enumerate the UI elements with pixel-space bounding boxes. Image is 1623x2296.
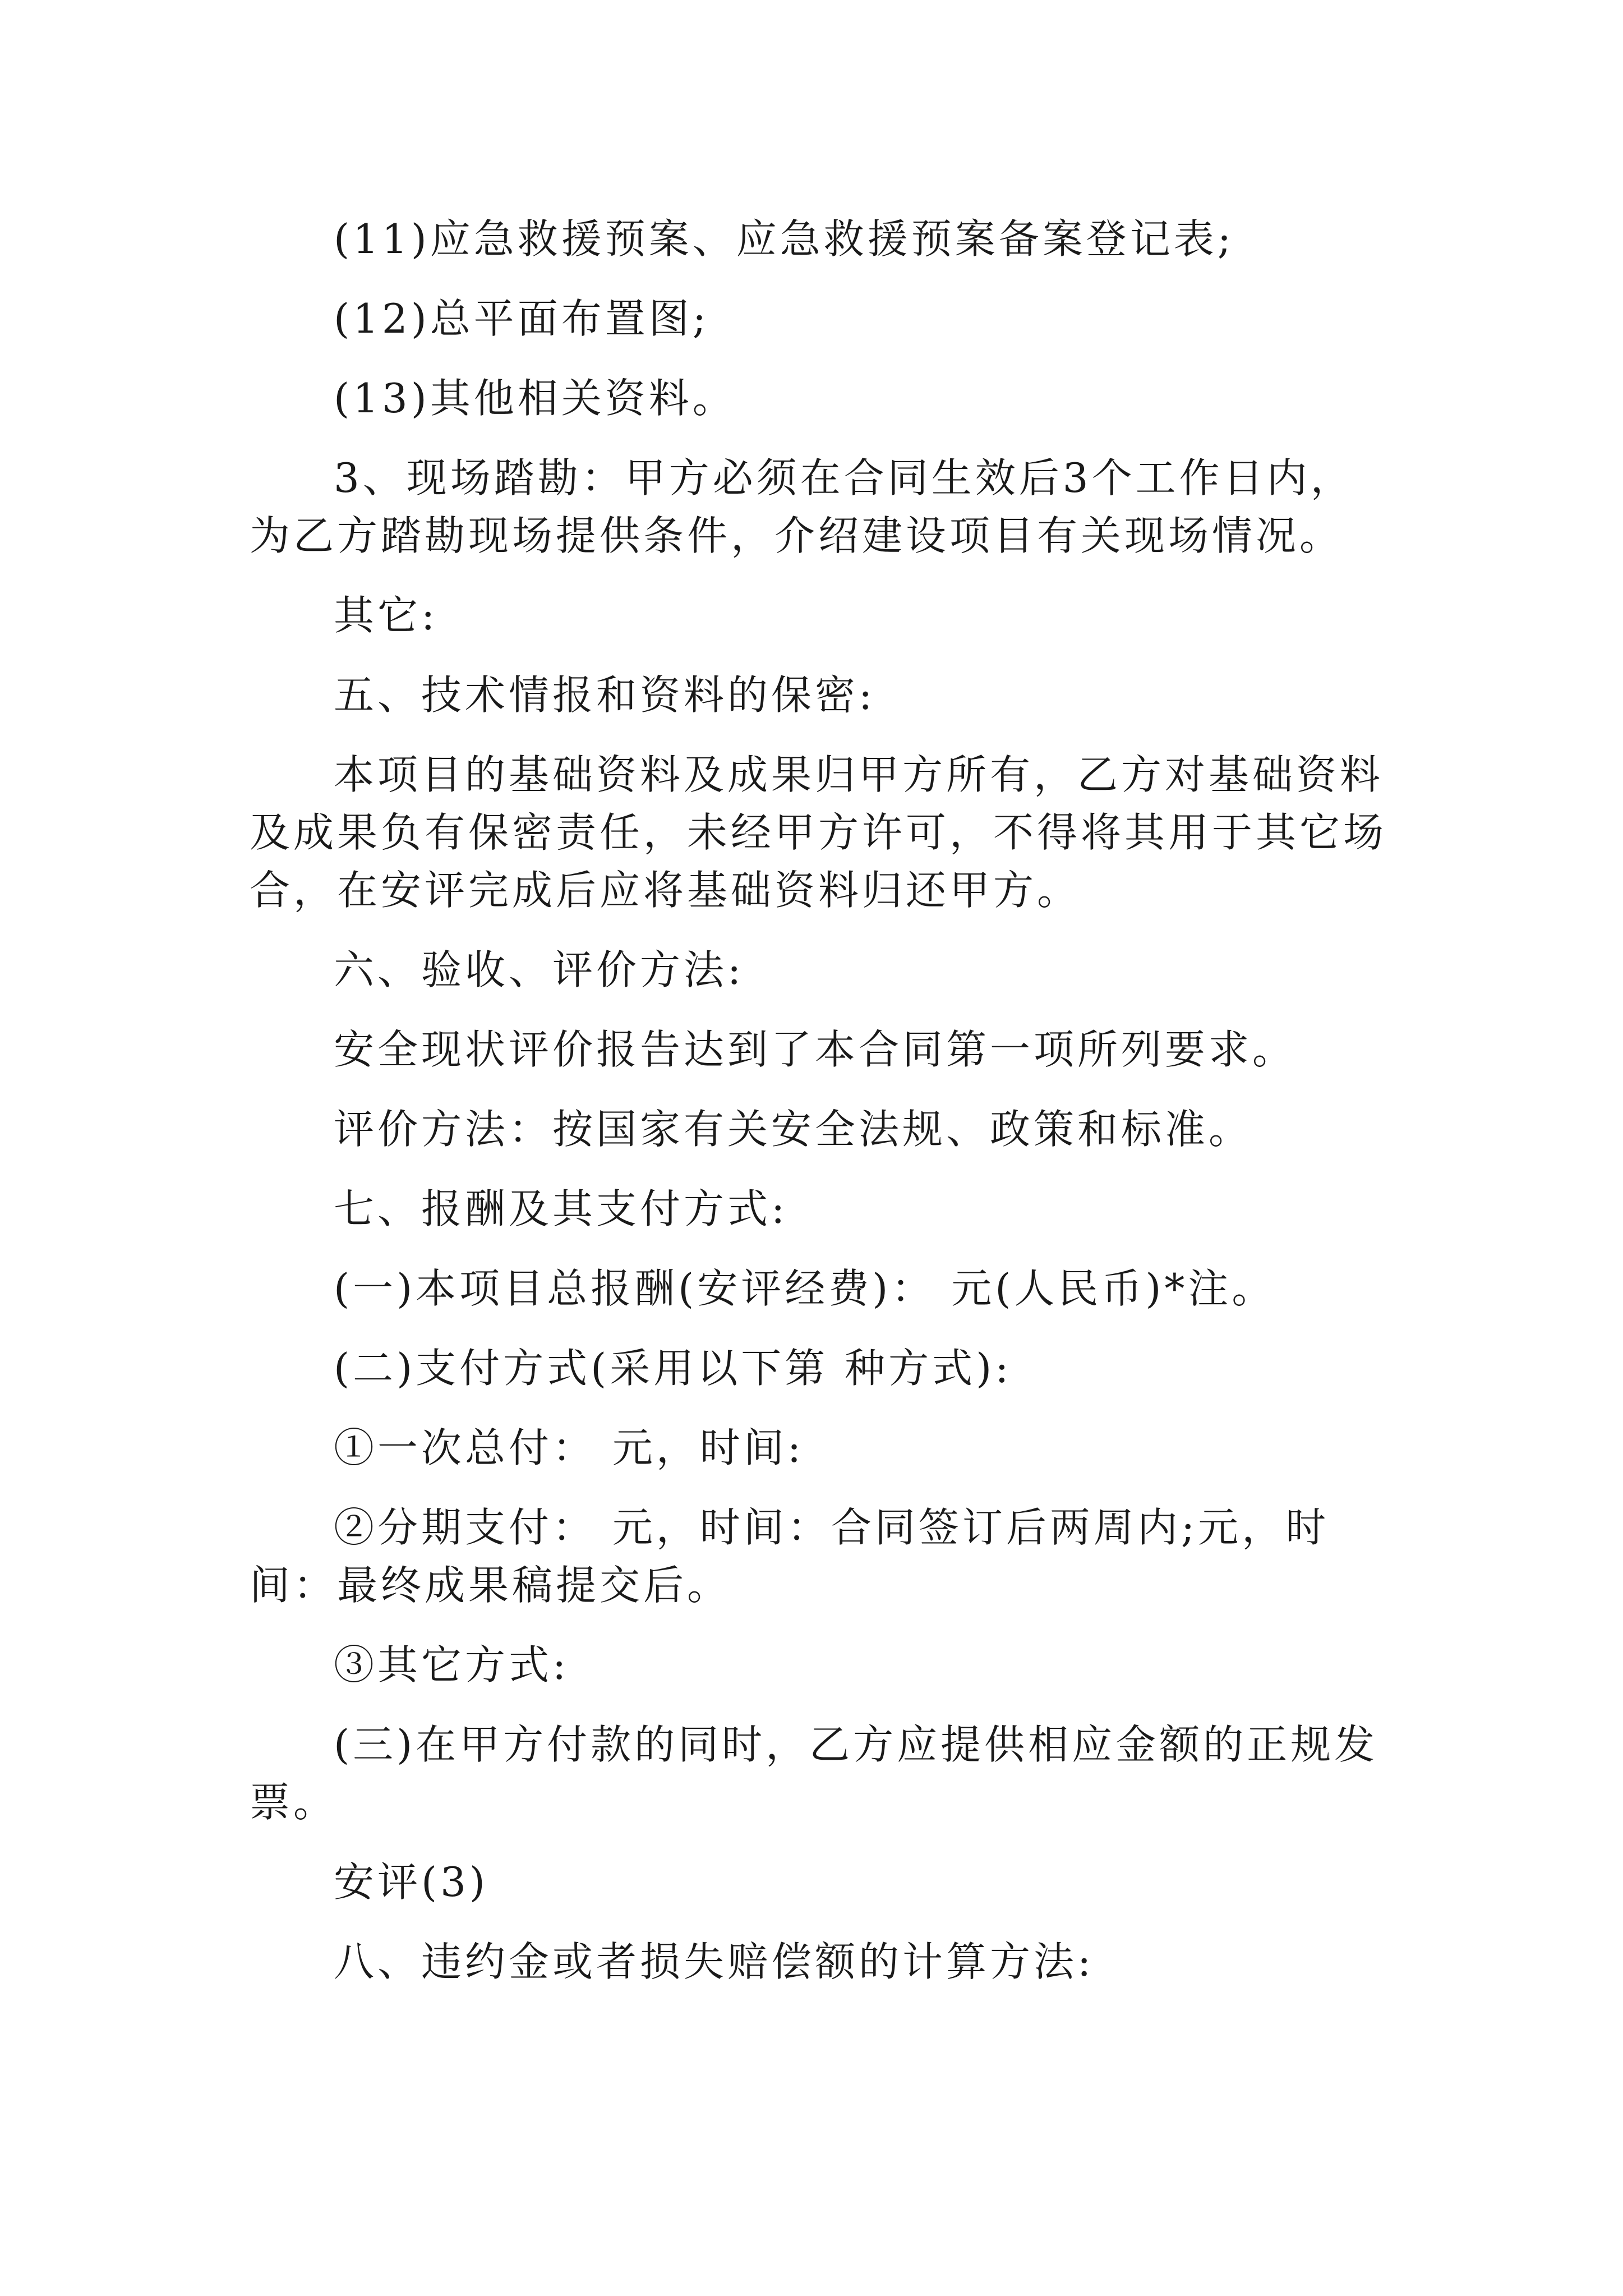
paragraph-evaluation-method: 评价方法：按国家有关安全法规、政策和标准。: [334, 1106, 1253, 1153]
paragraph-invoice: (三)在甲方付款的同时，乙方应提供相应金额的正规发票。: [250, 1721, 1378, 1826]
paragraph-lump-sum: ①一次总付： 元，时间:: [334, 1424, 805, 1471]
section-heading-penalty: 八、违约金或者损失赔偿额的计算方法:: [334, 1938, 1095, 1985]
paragraph-other-method: ③其它方式:: [334, 1641, 570, 1688]
paragraph-payment-method: (二)支付方式(采用以下第 种方式):: [334, 1345, 1012, 1392]
section-heading-acceptance: 六、验收、评价方法:: [334, 946, 745, 993]
document-page: [250, 210, 1388, 2013]
paragraph-acceptance: 安全现状评价报告达到了本合同第一项所列要求。: [334, 1026, 1297, 1073]
paragraph-installment: ②分期支付： 元，时间：合同签订后两周内;元，时间：最终成果稿提交后。: [250, 1504, 1330, 1609]
paragraph-item-13: (13)其他相关资料。: [334, 375, 736, 422]
paragraph-item-11: (11)应急救援预案、应急救援预案备案登记表;: [334, 215, 1235, 263]
paragraph-safety-eval-3: 安评(3): [334, 1858, 488, 1906]
section-heading-payment: 七、报酬及其支付方式:: [334, 1185, 789, 1232]
section-heading-confidentiality: 五、技术情报和资料的保密:: [334, 671, 876, 719]
paragraph-item-12: (12)总平面布置图;: [334, 295, 710, 342]
paragraph-confidentiality: 本项目的基础资料及成果归甲方所有，乙方对基础资料及成果负有保密责任，未经甲方许可，不得将其用于其它场合，在安评完成后应将基础资料归还甲方。: [250, 751, 1387, 914]
paragraph-other: 其它:: [334, 592, 439, 639]
paragraph-total-fee: (一)本项目总报酬(安评经费)： 元(人民币)*注。: [334, 1265, 1276, 1312]
paragraph-site-survey: 3、现场踏勘：甲方必须在合同生效后3个工作日内，为乙方踏勘现场提供条件，介绍建设项目有关现场情况。: [250, 454, 1354, 559]
